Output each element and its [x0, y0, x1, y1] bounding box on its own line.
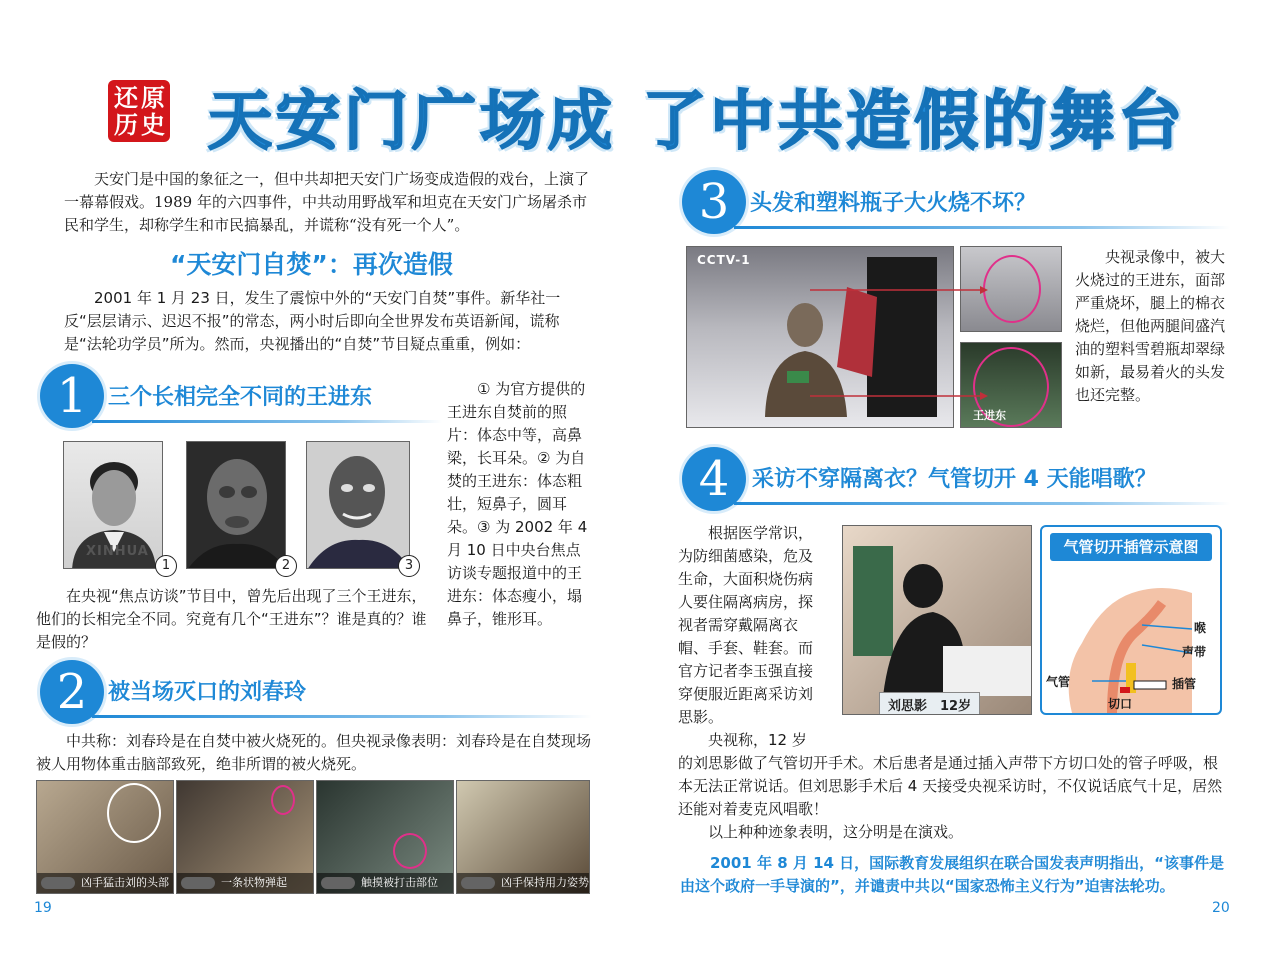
label-trachea: 气管: [1046, 675, 1071, 689]
section-2-title: 被当场灭口的刘春玲: [108, 680, 307, 705]
frame-1-caption: 凶手猛击刘的头部: [37, 873, 173, 893]
section-2-number: 2: [40, 660, 104, 724]
frame-2-highlight: [271, 785, 295, 815]
section-1-underline: [92, 420, 442, 423]
head-highlight: [983, 255, 1041, 323]
still-frame-3: [316, 780, 454, 894]
frame-2-caption: 一条状物弹起: [177, 873, 313, 893]
section-3-number: 3: [682, 170, 746, 234]
section-3-text: 央视录像中，被大火烧过的王进东，面部严重烧坏，腿上的棉衣烧烂，但他两腿间盛汽油的塑料雪碧瓶却翠绿如新，最易着火的头发也还完整。: [1075, 248, 1226, 404]
page-title: 天安门广场成 了中共造假的舞台: [208, 85, 1187, 159]
seal-logo: [108, 80, 170, 142]
section-1-title: 三个长相完全不同的王进东: [108, 385, 373, 410]
photo-caption: 刘思影 12岁: [879, 692, 980, 715]
page-number-right: 20: [1212, 900, 1230, 916]
section-4-underline: [734, 502, 1230, 505]
photo-label-3: 3: [398, 555, 420, 577]
frame-1-highlight: [107, 783, 161, 843]
section-4-body: 的刘思影做了气管切开手术。术后患者是通过插入声带下方切口处的管子呼吸，根本无法正常说话。但刘思影手术后 4 天接受央视采访时，不仅说话底气十足，居然还能对着麦克风唱歌！: [678, 754, 1223, 818]
photo-wang-later: [306, 441, 410, 569]
section-4-title: 采访不穿隔离衣？气管切开 4 天能唱歌？: [752, 467, 1157, 492]
section-4-number: 4: [682, 447, 746, 511]
page-number-left: 19: [34, 900, 52, 916]
label-throat: 喉: [1194, 621, 1207, 635]
section-2-text: 中共称：刘春玲是在自焚中被火烧死的。但央视录像表明：刘春玲是在自焚现场被人用物体重击脑部致死，绝非所谓的被火烧死。: [36, 732, 592, 773]
inset-label: 王进东: [973, 409, 1006, 422]
portrait-3-illustration: [307, 442, 410, 569]
label-vocal-cords: 声带: [1182, 645, 1207, 659]
portrait-2-illustration: [187, 442, 286, 569]
section-3-title: 头发和塑料瓶子大火烧不坏？: [750, 191, 1037, 216]
frame-4-caption: 凶手保持用力姿势: [457, 873, 589, 893]
cctv-logo: CCTV-1: [697, 253, 751, 267]
xinhua-watermark: XINHUA: [86, 544, 149, 559]
closing-statement: 2001 年 8 月 14 日，国际教育发展组织在联合国发表声明指出，“该事件是由这个政府一手导演的”，并谴责中共以“国家恐怖主义行为”迫害法轮功。: [680, 854, 1225, 895]
pointer-arrows: [800, 280, 990, 400]
section-2-underline: [92, 715, 592, 718]
frame-3-highlight: [393, 833, 427, 869]
photo-label-2: 2: [275, 555, 297, 577]
seal-char: 原: [141, 83, 164, 112]
photo-wang-burned: [186, 441, 286, 569]
seal-char: 还: [114, 83, 137, 112]
diagram-title: 气管切开插管示意图: [1050, 533, 1212, 561]
section-3-underline: [734, 226, 1230, 229]
section-4-conclusion-line: 以上种种迹象表明，这分明是在演戏。: [708, 823, 964, 841]
photo-wang-before: [63, 441, 163, 569]
hospital-interview-still: [842, 525, 1032, 715]
label-tube: 插管: [1172, 677, 1197, 691]
subheading: “天安门自焚”：再次造假: [170, 250, 453, 279]
section-4-side-text-end: 央视称，12 岁: [708, 731, 807, 749]
frame-3-caption: 触摸被打击部位: [317, 873, 453, 893]
seal-char: 史: [141, 110, 164, 139]
photo-label-1: 1: [155, 555, 177, 577]
section-1-side-text: ① 为官方提供的王进东自焚前的照片：体态中等，高鼻梁，长耳朵。② 为自焚的王进东：体态粗壮，短鼻子，圆耳朵。③ 为 2002 年 4 月 10 日中央台焦点访谈专题报道中的王进东：体态瘦小，塌鼻子，锥形耳。: [447, 380, 588, 628]
section-1-number: 1: [40, 364, 104, 428]
hospital-illustration: [843, 526, 1032, 715]
still-frame-4: [456, 780, 590, 894]
still-frame-1: [36, 780, 174, 894]
section-1-bottom-text: 在央视“焦点访谈”节目中，曾先后出现了三个王进东，他们的长相完全不同。究竟有几个“王进东”？谁是真的？谁是假的？: [36, 587, 427, 651]
seal-char: 历: [114, 110, 137, 139]
still-frame-2: [176, 780, 314, 894]
intro-paragraph: 天安门是中国的象征之一，但中共却把天安门广场变成造假的戏台，上演了一幕幕假戏。1989 年的六四事件，中共动用野战军和坦克在天安门广场屠杀市民和学生，却称学生和市民搞暴乱，并谎称“没有死一个人”。: [64, 170, 590, 234]
label-incision: 切口: [1108, 697, 1133, 711]
event-paragraph: 2001 年 1 月 23 日，发生了震惊中外的“天安门自焚”事件。新华社一反“层层请示、迟迟不报”的常态，两小时后即向全世界发布英语新闻，谎称是“法轮功学员”所为。然而，央视播出的“自焚”节目疑点重重，例如：: [64, 289, 561, 353]
tracheotomy-diagram: [1040, 525, 1222, 715]
section-4-side-text: 根据医学常识，为防细菌感染，危及生命，大面积烧伤病人要住隔离病房，探视者需穿戴隔离衣帽、手套、鞋套。而官方记者李玉强直接穿便服近距离采访刘思影。: [678, 524, 814, 726]
